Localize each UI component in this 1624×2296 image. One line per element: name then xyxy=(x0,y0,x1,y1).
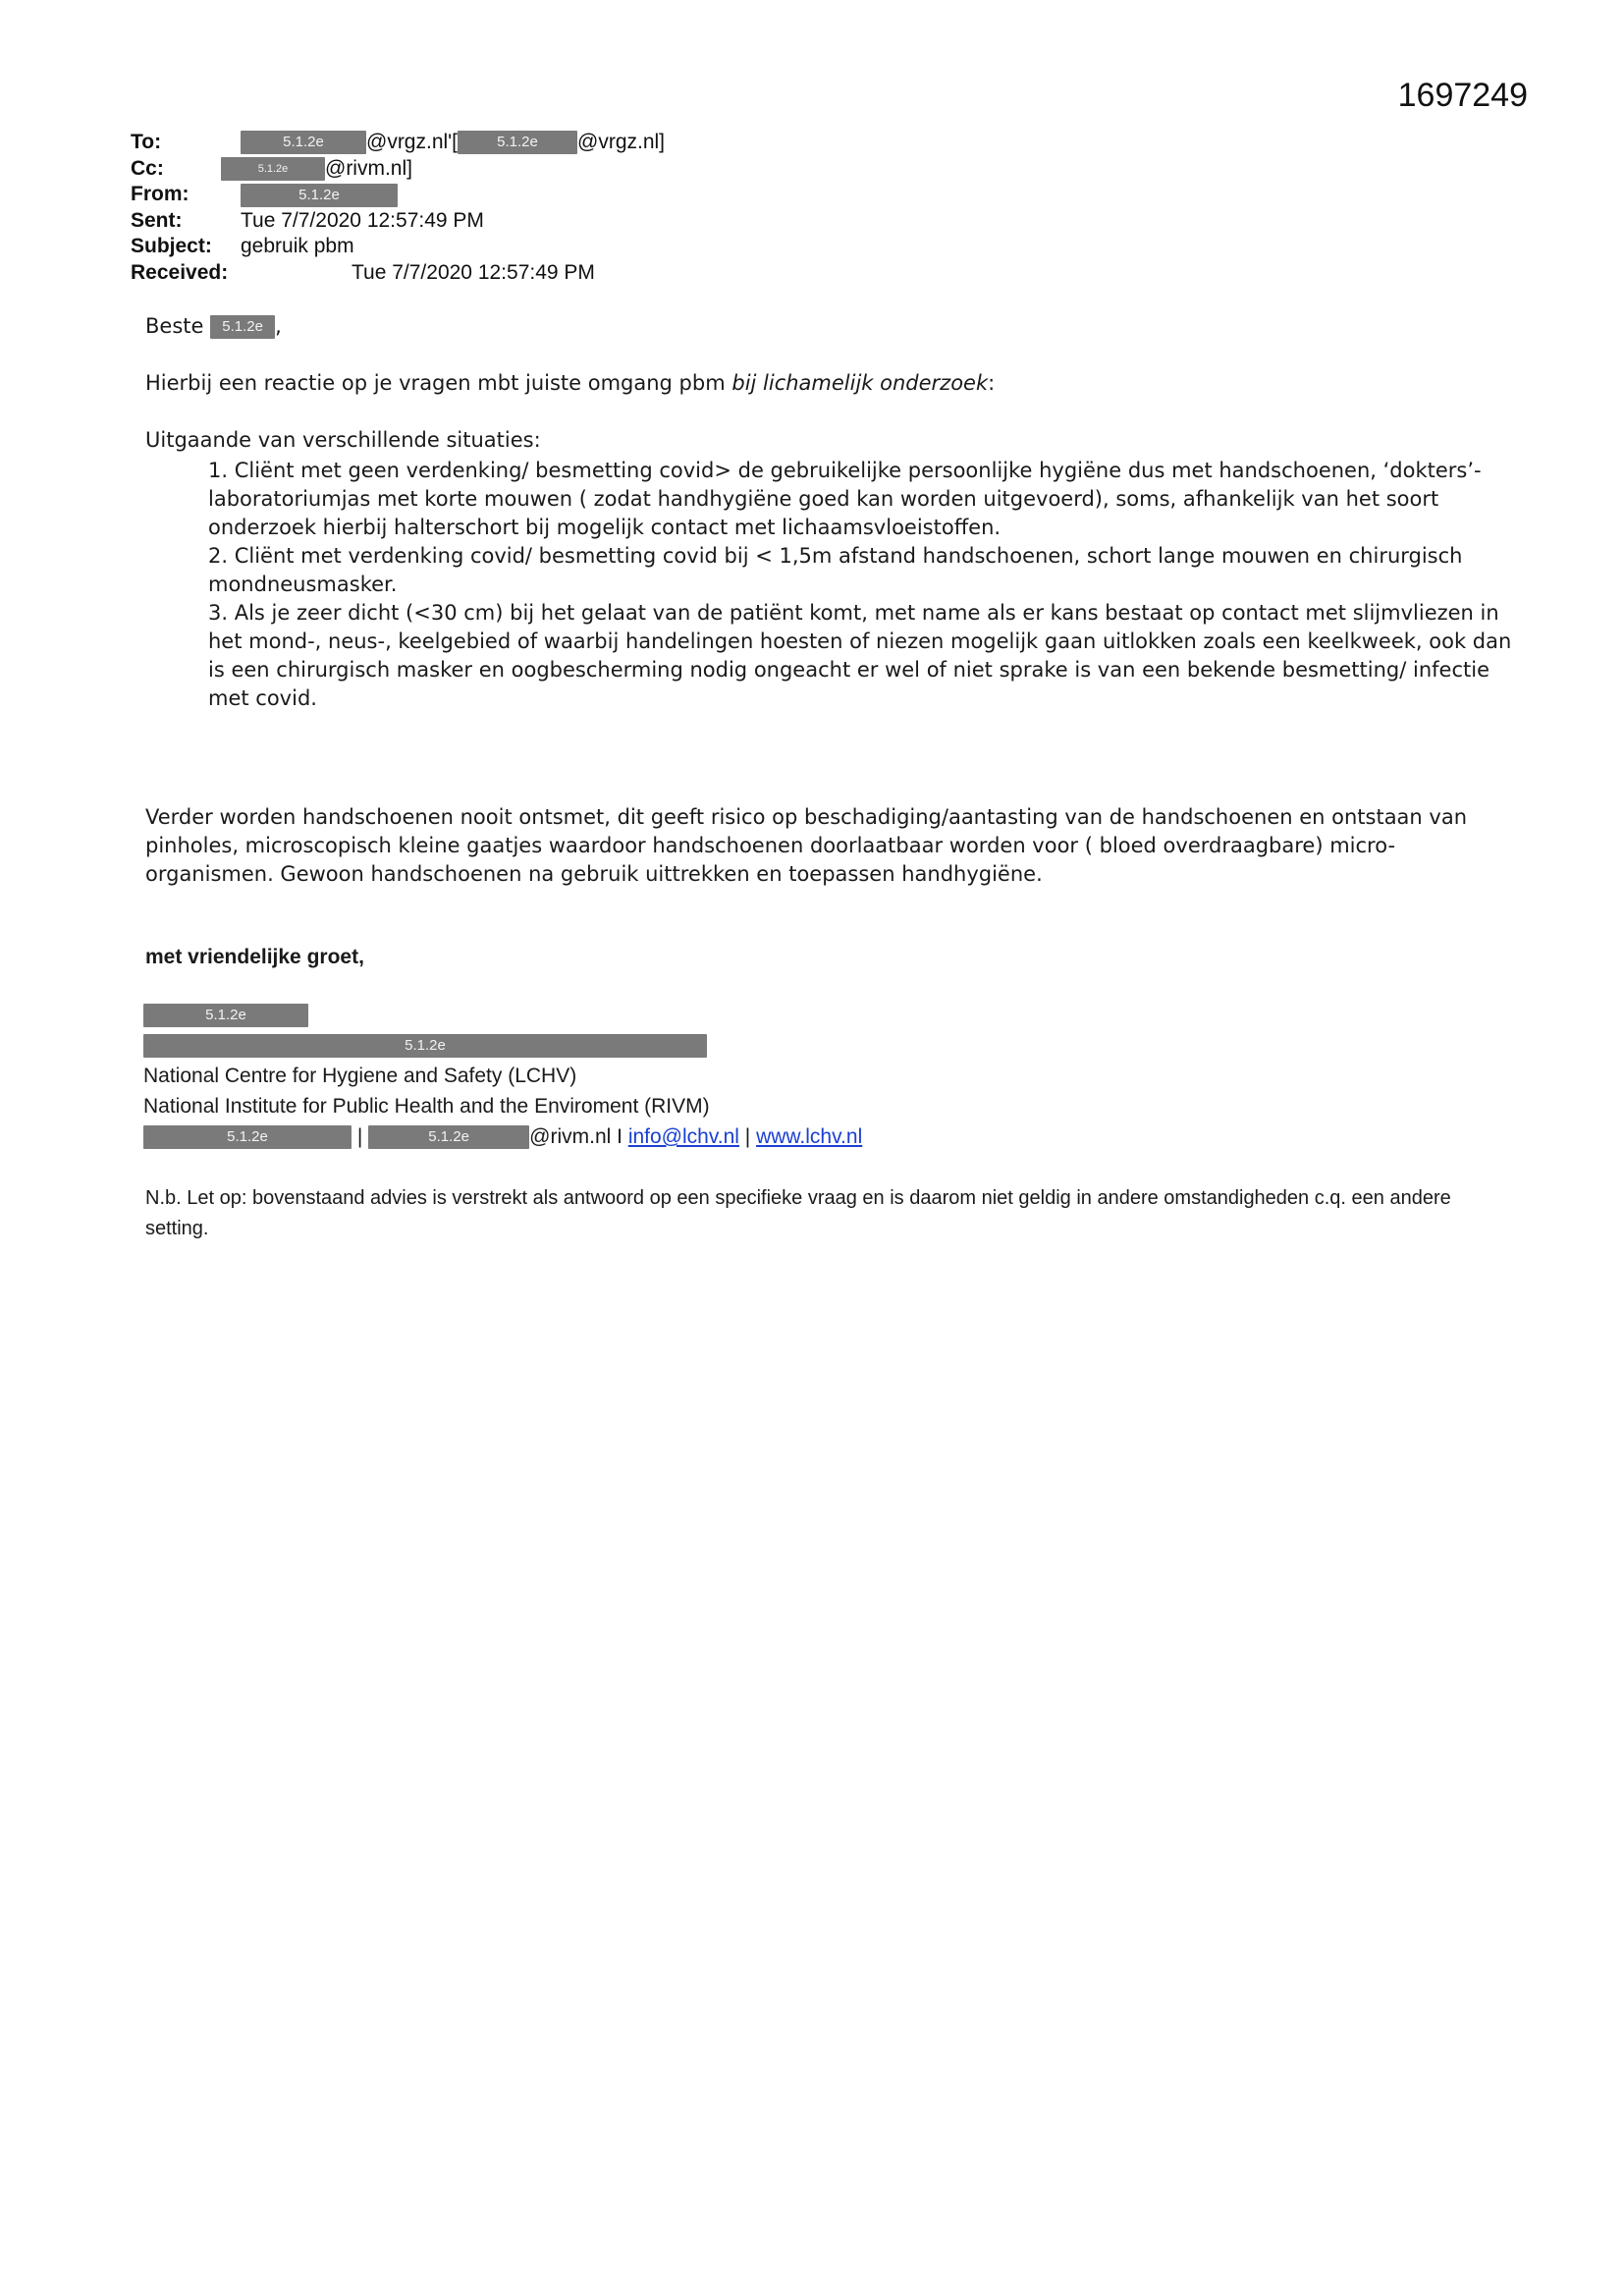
list-item: 3. Als je zeer dicht (<30 cm) bij het gelaat van de patiënt komt, met name als er kans bestaat op contact met slijmvliezen in het mond-, neus-, keelgebied of waarbij handelingen hoesten of niezen mogelijk gaan uitlokken zoals een keelkweek, ook dan is een chirurgisch masker en oogbescherming nodig ongeacht er wel of niet sprake is van een bekende besmetting/ infectie met covid. xyxy=(208,601,1512,710)
salutation xyxy=(145,312,282,341)
cc-label: Cc: xyxy=(131,156,164,180)
intro-text: Hierbij een reactie op je vragen mbt juiste omgang pbm xyxy=(145,371,732,395)
redaction-block: 5.1.2e xyxy=(143,1034,707,1058)
separator: | xyxy=(356,1125,363,1148)
redaction-block: 5.1.2e xyxy=(210,315,275,339)
cc-text: @rivm.nl] xyxy=(325,156,412,180)
signature-contact-line xyxy=(143,1121,862,1152)
redaction-block: 5.1.2e xyxy=(143,1004,308,1027)
situations-list xyxy=(208,457,1514,713)
intro-paragraph xyxy=(145,369,995,398)
to-value xyxy=(241,130,665,156)
redaction-block: 5.1.2e xyxy=(241,184,398,207)
redaction-block: 5.1.2e xyxy=(143,1125,352,1149)
signature-block xyxy=(143,1000,862,1152)
redaction-block: 5.1.2e xyxy=(458,131,577,154)
document-number: 1697249 xyxy=(1397,77,1528,114)
salutation-comma: , xyxy=(275,314,282,338)
further-paragraph: Verder worden handschoenen nooit ontsmet, dit geeft risico op beschadiging/aantasting van de handschoenen en ontstaan van pinholes, microscopisch kleine gaatjes waardoor handschoenen doorlaatbaar worden voor ( bloed overdraagbare) micro-organismen. Gewoon handschoenen na gebruik uittrekken en toepassen handhygiëne. xyxy=(145,805,1468,886)
redaction-block: 5.1.2e xyxy=(241,131,366,154)
from-label: From: xyxy=(131,183,189,206)
closing: met vriendelijke groet, xyxy=(145,946,364,968)
intro-italic: bij lichamelijk onderzoek xyxy=(731,371,989,395)
sent-value: Tue 7/7/2020 12:57:49 PM xyxy=(241,208,484,232)
subject-label: Subject: xyxy=(131,235,212,258)
intro-end: : xyxy=(988,371,996,395)
signature-org-1: National Centre for Hygiene and Safety (LCHV) xyxy=(143,1065,577,1087)
separator: | xyxy=(738,1125,757,1148)
subject-value: gebruik pbm xyxy=(241,235,354,258)
sent-label: Sent: xyxy=(131,208,183,232)
to-text-2: @vrgz.nl] xyxy=(577,131,666,153)
cc-value xyxy=(221,156,412,183)
salutation-text: Beste xyxy=(145,314,204,338)
redaction-block: 5.1.2e xyxy=(368,1125,529,1149)
situations-intro: Uitgaande van verschillende situaties: xyxy=(145,428,541,452)
email-link[interactable]: info@lchv.nl xyxy=(627,1125,739,1148)
disclaimer-note: N.b. Let op: bovenstaand advies is verstrekt als antwoord op een specifieke vraag en is daarom niet geldig in andere omstandigheden c.q. een andere setting. xyxy=(145,1187,1451,1239)
signature-org-2: National Institute for Public Health and the Enviroment (RIVM) xyxy=(143,1095,710,1118)
received-label: Received: xyxy=(131,260,229,284)
website-link[interactable]: www.lchv.nl xyxy=(756,1125,863,1148)
signature-title-line xyxy=(143,1030,862,1061)
from-value xyxy=(241,182,398,208)
redaction-block: 5.1.2e xyxy=(221,157,325,181)
email-domain: @rivm.nl I xyxy=(529,1125,628,1148)
received-value: Tue 7/7/2020 12:57:49 PM xyxy=(352,260,595,284)
signature-name-line xyxy=(143,1000,862,1030)
to-label: To: xyxy=(131,131,162,153)
list-item: 1. Cliënt met geen verdenking/ besmetting covid> de gebruikelijke persoonlijke hygiëne dus met handschoenen, ‘dokters’-laboratoriumjas met korte mouwen ( zodat handhygiëne goed kan worden uitgevoerd), soms, afhankelijk van het soort onderzoek hierbij halterschort bij mogelijk contact met lichaamsvloeistoffen. xyxy=(208,459,1482,539)
to-text-1: @vrgz.nl'[ xyxy=(366,131,459,153)
list-item: 2. Cliënt met verdenking covid/ besmetting covid bij < 1,5m afstand handschoenen, schort lange mouwen en chirurgisch mondneusmasker. xyxy=(208,544,1463,596)
